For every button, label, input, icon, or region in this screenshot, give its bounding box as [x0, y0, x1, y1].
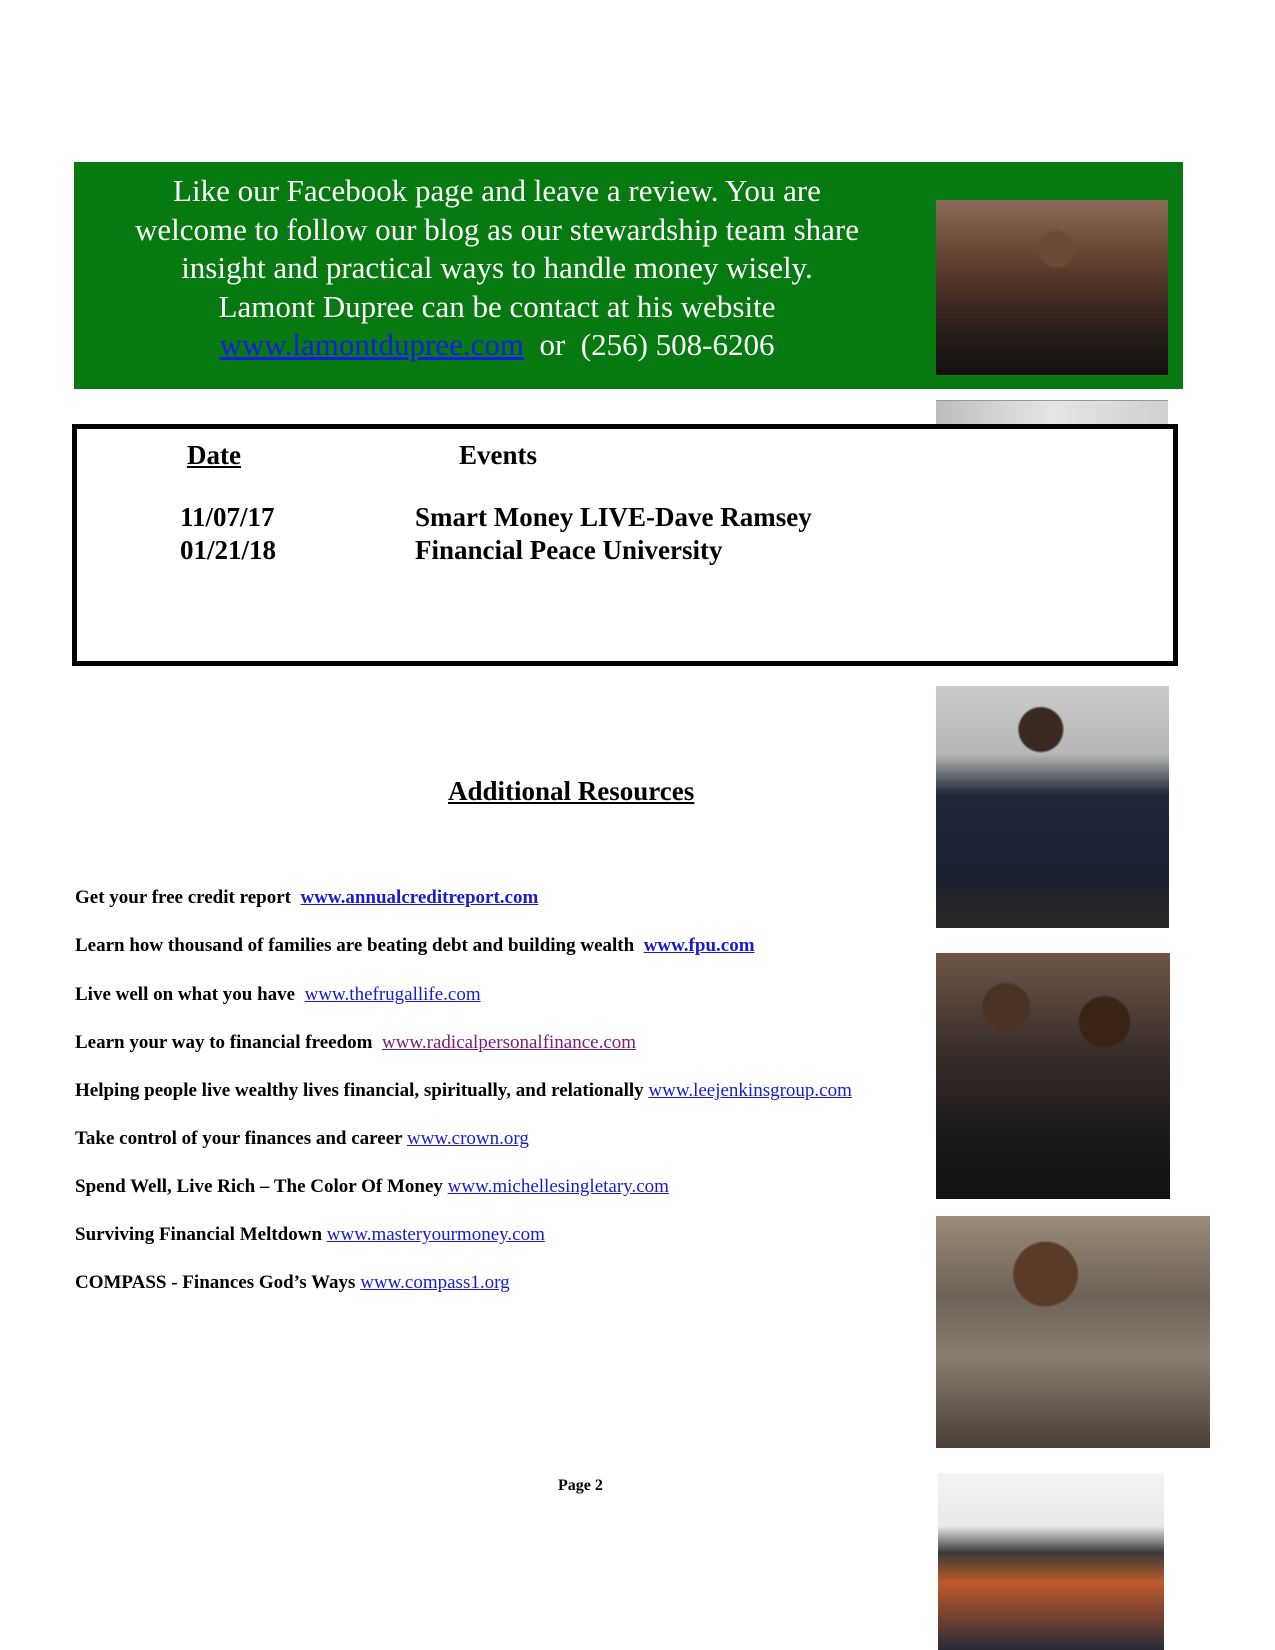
resource-link[interactable]: www.leejenkinsgroup.com	[648, 1080, 852, 1101]
resource-text: Helping people live wealthy lives financial, spiritually, and relationally	[75, 1080, 644, 1101]
photo-fragment	[936, 400, 1168, 425]
banner-connector: or	[539, 327, 566, 362]
resource-item	[75, 1031, 636, 1055]
speaker-photo-1	[936, 200, 1168, 375]
resource-item	[75, 983, 481, 1007]
resource-text: Take control of your finances and career	[75, 1128, 403, 1149]
banner-line-5	[92, 326, 902, 365]
resource-link[interactable]: www.crown.org	[406, 1128, 529, 1149]
resources-title: Additional Resources	[448, 776, 695, 806]
resource-item	[75, 1223, 545, 1247]
resource-text: COMPASS - Finances God’s Ways	[75, 1272, 356, 1293]
resource-link[interactable]: www.fpu.com	[643, 935, 755, 956]
resource-link[interactable]: www.radicalpersonalfinance.com	[381, 1032, 637, 1053]
event-date: 11/07/17	[180, 502, 275, 532]
resource-item	[75, 886, 538, 910]
resource-text: Learn your way to financial freedom	[75, 1032, 373, 1053]
website-link[interactable]: www.lamontdupree.com	[219, 327, 524, 362]
resource-link[interactable]: www.annualcreditreport.com	[300, 887, 539, 908]
banner-line-3: insight and practical ways to handle money wisely.	[181, 250, 813, 285]
resource-link[interactable]: www.masteryourmoney.com	[326, 1224, 545, 1245]
phone-number: (256) 508-6206	[580, 327, 775, 362]
speaker-photo-4	[936, 1216, 1210, 1448]
group-photo	[938, 1473, 1164, 1650]
resource-link[interactable]: www.compass1.org	[360, 1272, 510, 1293]
speaker-photo-2	[936, 686, 1169, 928]
resource-text: Learn how thousand of families are beating debt and building wealth	[75, 935, 635, 956]
resource-link[interactable]: www.michellesingletary.com	[447, 1176, 669, 1197]
date-column-header: Date	[187, 440, 241, 470]
resource-item	[75, 1127, 529, 1151]
banner-line-4: Lamont Dupree can be contact at his website	[218, 288, 776, 324]
resource-link[interactable]: www.thefrugallife.com	[304, 984, 481, 1005]
resource-item	[75, 1079, 852, 1103]
banner-line-2: welcome to follow our blog as our stewardship team share	[134, 211, 859, 247]
page-number: Page 2	[558, 1477, 603, 1494]
resource-text: Get your free credit report	[75, 887, 291, 908]
resource-text: Live well on what you have	[75, 984, 296, 1005]
speaker-photo-3	[936, 953, 1170, 1199]
resource-text: Spend Well, Live Rich – The Color Of Money	[75, 1176, 443, 1197]
banner-line-1: Like our Facebook page and leave a review. You are	[173, 173, 821, 208]
resource-item	[75, 1175, 669, 1199]
events-column-header: Events	[459, 440, 538, 470]
resource-text: Surviving Financial Meltdown	[75, 1224, 323, 1245]
event-date: 01/21/18	[180, 535, 277, 565]
event-name: Smart Money LIVE-Dave Ramsey	[415, 502, 812, 532]
resource-item	[75, 1271, 510, 1295]
event-name: Financial Peace University	[415, 535, 723, 565]
resource-item	[75, 934, 755, 958]
banner-text	[92, 172, 902, 365]
